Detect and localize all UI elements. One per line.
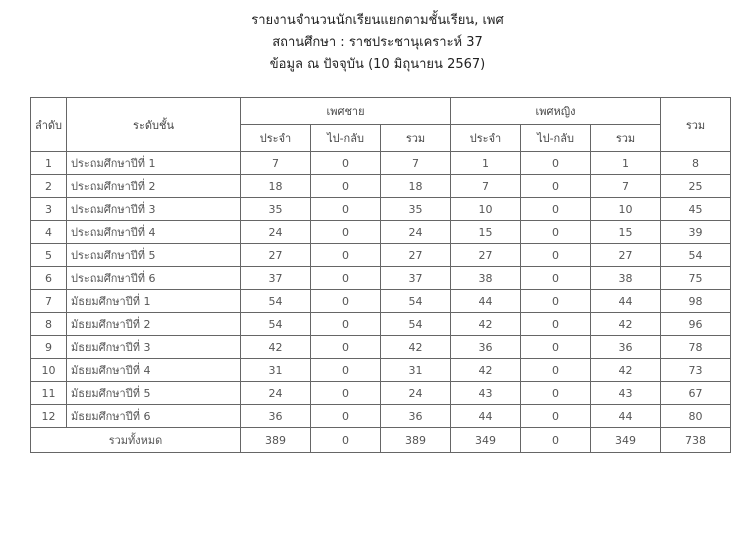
cell-female-sum: 38 [591, 267, 661, 290]
cell-female-sum: 10 [591, 198, 661, 221]
table-body [31, 152, 731, 428]
cell-male-boarding: 24 [241, 382, 311, 405]
totals-female-boarding: 349 [451, 428, 521, 453]
cell-female-sum: 7 [591, 175, 661, 198]
header-female-commute: ไป-กลับ [521, 125, 591, 152]
cell-male-commute: 0 [311, 267, 381, 290]
table-row [31, 221, 731, 244]
cell-female-commute: 0 [521, 198, 591, 221]
cell-male-commute: 0 [311, 359, 381, 382]
totals-male-boarding: 389 [241, 428, 311, 453]
cell-male-sum: 54 [381, 290, 451, 313]
header-male-sum: รวม [381, 125, 451, 152]
table-row [31, 267, 731, 290]
cell-level: ประถมศึกษาปีที่ 4 [67, 221, 241, 244]
cell-female-boarding: 44 [451, 290, 521, 313]
cell-no: 7 [31, 290, 67, 313]
header-level: ระดับชั้น [67, 98, 241, 152]
cell-female-commute: 0 [521, 221, 591, 244]
student-count-table [30, 97, 731, 453]
cell-male-boarding: 37 [241, 267, 311, 290]
cell-total: 25 [661, 175, 731, 198]
cell-female-commute: 0 [521, 152, 591, 175]
totals-male-commute: 0 [311, 428, 381, 453]
cell-total: 98 [661, 290, 731, 313]
cell-male-commute: 0 [311, 313, 381, 336]
cell-female-boarding: 27 [451, 244, 521, 267]
cell-male-sum: 27 [381, 244, 451, 267]
table-row [31, 175, 731, 198]
cell-no: 11 [31, 382, 67, 405]
cell-level: ประถมศึกษาปีที่ 5 [67, 244, 241, 267]
cell-level: มัธยมศึกษาปีที่ 2 [67, 313, 241, 336]
cell-total: 67 [661, 382, 731, 405]
cell-male-sum: 36 [381, 405, 451, 428]
table-row [31, 152, 731, 175]
cell-male-sum: 37 [381, 267, 451, 290]
cell-male-boarding: 54 [241, 290, 311, 313]
cell-total: 8 [661, 152, 731, 175]
table-row [31, 244, 731, 267]
table-row [31, 336, 731, 359]
cell-male-boarding: 36 [241, 405, 311, 428]
cell-level: มัธยมศึกษาปีที่ 6 [67, 405, 241, 428]
cell-female-sum: 27 [591, 244, 661, 267]
header-female: เพศหญิง [451, 98, 661, 125]
cell-male-sum: 31 [381, 359, 451, 382]
cell-male-boarding: 31 [241, 359, 311, 382]
table-row [31, 382, 731, 405]
cell-total: 80 [661, 405, 731, 428]
cell-male-commute: 0 [311, 221, 381, 244]
cell-no: 12 [31, 405, 67, 428]
cell-female-sum: 43 [591, 382, 661, 405]
cell-male-sum: 7 [381, 152, 451, 175]
cell-male-boarding: 54 [241, 313, 311, 336]
cell-no: 2 [31, 175, 67, 198]
cell-total: 45 [661, 198, 731, 221]
cell-level: มัธยมศึกษาปีที่ 5 [67, 382, 241, 405]
header-no: ลำดับ [31, 98, 67, 152]
cell-level: ประถมศึกษาปีที่ 3 [67, 198, 241, 221]
cell-female-boarding: 15 [451, 221, 521, 244]
cell-male-sum: 18 [381, 175, 451, 198]
cell-total: 39 [661, 221, 731, 244]
data-date: ข้อมูล ณ ปัจจุบัน (10 มิถุนายน 2567) [269, 57, 486, 72]
cell-no: 3 [31, 198, 67, 221]
report-title-block [0, 10, 755, 76]
cell-male-sum: 24 [381, 382, 451, 405]
header-female-boarding: ประจำ [451, 125, 521, 152]
cell-male-boarding: 24 [241, 221, 311, 244]
cell-female-boarding: 10 [451, 198, 521, 221]
cell-female-sum: 36 [591, 336, 661, 359]
cell-no: 6 [31, 267, 67, 290]
cell-male-commute: 0 [311, 152, 381, 175]
cell-level: มัธยมศึกษาปีที่ 1 [67, 290, 241, 313]
cell-female-boarding: 42 [451, 313, 521, 336]
cell-male-sum: 24 [381, 221, 451, 244]
cell-total: 73 [661, 359, 731, 382]
cell-male-commute: 0 [311, 244, 381, 267]
table-row [31, 313, 731, 336]
cell-male-commute: 0 [311, 336, 381, 359]
cell-male-commute: 0 [311, 198, 381, 221]
cell-female-sum: 1 [591, 152, 661, 175]
cell-female-boarding: 38 [451, 267, 521, 290]
header-male-commute: ไป-กลับ [311, 125, 381, 152]
cell-female-sum: 42 [591, 313, 661, 336]
cell-no: 8 [31, 313, 67, 336]
cell-male-boarding: 35 [241, 198, 311, 221]
cell-female-sum: 44 [591, 290, 661, 313]
cell-female-boarding: 42 [451, 359, 521, 382]
totals-female-commute: 0 [521, 428, 591, 453]
header-male: เพศชาย [241, 98, 451, 125]
cell-female-commute: 0 [521, 336, 591, 359]
cell-no: 1 [31, 152, 67, 175]
cell-male-commute: 0 [311, 382, 381, 405]
totals-male-sum: 389 [381, 428, 451, 453]
cell-female-boarding: 7 [451, 175, 521, 198]
totals-grand: 738 [661, 428, 731, 453]
cell-female-boarding: 1 [451, 152, 521, 175]
cell-female-commute: 0 [521, 244, 591, 267]
cell-no: 5 [31, 244, 67, 267]
totals-label: รวมทั้งหมด [31, 428, 241, 453]
cell-female-commute: 0 [521, 359, 591, 382]
cell-level: มัธยมศึกษาปีที่ 3 [67, 336, 241, 359]
cell-total: 78 [661, 336, 731, 359]
cell-male-commute: 0 [311, 405, 381, 428]
totals-female-sum: 349 [591, 428, 661, 453]
cell-female-commute: 0 [521, 290, 591, 313]
cell-total: 96 [661, 313, 731, 336]
cell-no: 10 [31, 359, 67, 382]
cell-male-sum: 54 [381, 313, 451, 336]
cell-female-sum: 42 [591, 359, 661, 382]
cell-male-sum: 42 [381, 336, 451, 359]
cell-level: ประถมศึกษาปีที่ 6 [67, 267, 241, 290]
cell-male-boarding: 7 [241, 152, 311, 175]
cell-male-boarding: 27 [241, 244, 311, 267]
cell-female-boarding: 44 [451, 405, 521, 428]
cell-female-commute: 0 [521, 267, 591, 290]
school-name: สถานศึกษา : ราชประชานุเคราะห์ 37 [272, 35, 483, 50]
header-female-sum: รวม [591, 125, 661, 152]
cell-female-sum: 15 [591, 221, 661, 244]
cell-female-commute: 0 [521, 313, 591, 336]
header-row-top [31, 98, 731, 125]
table-row [31, 405, 731, 428]
cell-level: ประถมศึกษาปีที่ 1 [67, 152, 241, 175]
cell-female-commute: 0 [521, 382, 591, 405]
table-row [31, 290, 731, 313]
table-row [31, 198, 731, 221]
table-row [31, 359, 731, 382]
cell-female-sum: 44 [591, 405, 661, 428]
cell-male-commute: 0 [311, 290, 381, 313]
cell-total: 54 [661, 244, 731, 267]
cell-male-boarding: 18 [241, 175, 311, 198]
cell-male-boarding: 42 [241, 336, 311, 359]
header-male-boarding: ประจำ [241, 125, 311, 152]
cell-female-boarding: 36 [451, 336, 521, 359]
cell-no: 9 [31, 336, 67, 359]
cell-male-sum: 35 [381, 198, 451, 221]
cell-level: ประถมศึกษาปีที่ 2 [67, 175, 241, 198]
cell-male-commute: 0 [311, 175, 381, 198]
header-total: รวม [661, 98, 731, 152]
cell-female-boarding: 43 [451, 382, 521, 405]
cell-total: 75 [661, 267, 731, 290]
totals-row [31, 428, 731, 453]
cell-female-commute: 0 [521, 405, 591, 428]
cell-female-commute: 0 [521, 175, 591, 198]
cell-level: มัธยมศึกษาปีที่ 4 [67, 359, 241, 382]
report-title: รายงานจำนวนนักเรียนแยกตามชั้นเรียน, เพศ [251, 13, 504, 28]
cell-no: 4 [31, 221, 67, 244]
